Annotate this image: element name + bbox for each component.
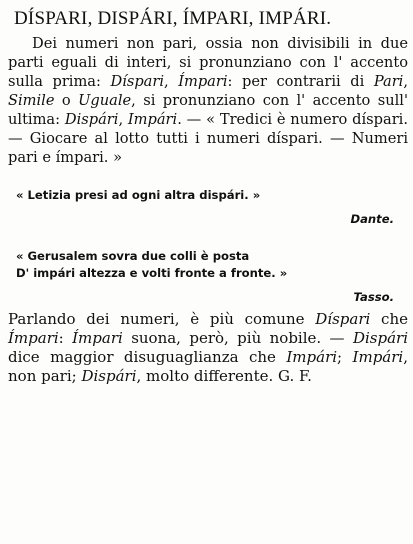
heading-word-3-initial: Í	[182, 8, 190, 29]
heading-word-4-rest: MPÁRI	[265, 8, 327, 29]
italic-term: Díspari	[110, 73, 165, 90]
text-run: , molto differente. G. F.	[136, 367, 312, 385]
dictionary-page	[8, 6, 408, 386]
text-run: o	[54, 92, 79, 109]
italic-term: Ímpari	[178, 73, 228, 90]
text-run: . — « Tredici è numero díspari. — Giocare al lotto tutti i numeri díspari. — Numeri pari e ímpari. »	[8, 111, 408, 166]
italic-term: Simile	[8, 92, 55, 109]
heading-separator: ,	[172, 8, 183, 29]
text-run: , si pronunziano con l' accento sull' ultima:	[8, 92, 408, 128]
italic-term: Impári	[352, 348, 404, 366]
heading-word-4-initial: I	[258, 8, 266, 29]
usage-paragraph	[8, 310, 408, 386]
heading-word-2-rest: ISPÁRI	[111, 8, 173, 29]
heading-word-2-initial: D	[97, 8, 112, 29]
italic-term: Ímpari	[72, 329, 123, 347]
heading-separator: ,	[87, 8, 98, 29]
text-run: dice maggior disuguaglianza che	[8, 348, 287, 366]
text-run: ,	[164, 73, 179, 90]
text-run: suona, però, più nobile. —	[122, 329, 353, 347]
heading-separator: ,	[248, 8, 259, 29]
italic-term: Ímpari	[8, 329, 59, 347]
text-run: : per contrarii di	[227, 73, 374, 90]
italic-term: Dispári	[81, 367, 137, 385]
heading-word-1-initial: D	[14, 8, 28, 29]
entry-heading	[14, 6, 408, 32]
heading-word-1-rest: ÍSPARI	[27, 8, 88, 29]
quote-tasso-line-2: D' impári altezza e volti fronte a fronte. »	[16, 266, 288, 280]
quote-tasso-author: Tasso.	[353, 290, 394, 304]
text-run: ;	[337, 348, 353, 366]
italic-term: Dispári	[64, 111, 119, 128]
quote-dante-line: « Letizia presi ad ogni altra dispári. »	[16, 188, 261, 202]
text-run: Parlando dei numeri, è più comune	[8, 310, 316, 328]
text-run: Dei numeri non pari, ossia non divisibili in due parti eguali di interi, si pronunziano con l' accento sulla prima:	[8, 35, 408, 90]
italic-term: Impári	[286, 348, 338, 366]
heading-period: .	[326, 8, 332, 29]
text-run: , non pari;	[8, 348, 408, 385]
italic-term: Pari	[373, 73, 404, 90]
heading-word-3-rest: MPARI	[189, 8, 249, 29]
text-run: :	[58, 329, 73, 347]
text-run: ,	[118, 111, 128, 128]
text-run: ,	[403, 73, 408, 90]
italic-term: Impári	[127, 111, 178, 128]
italic-term: Díspari	[315, 310, 371, 328]
definition-paragraph	[8, 34, 408, 167]
text-run: che	[370, 310, 408, 328]
italic-term: Dispári	[352, 329, 408, 347]
italic-term: Uguale	[78, 92, 132, 109]
quote-dante-author: Dante.	[350, 212, 394, 226]
quote-tasso-line-1: « Gerusalem sovra due colli è posta	[16, 249, 250, 263]
